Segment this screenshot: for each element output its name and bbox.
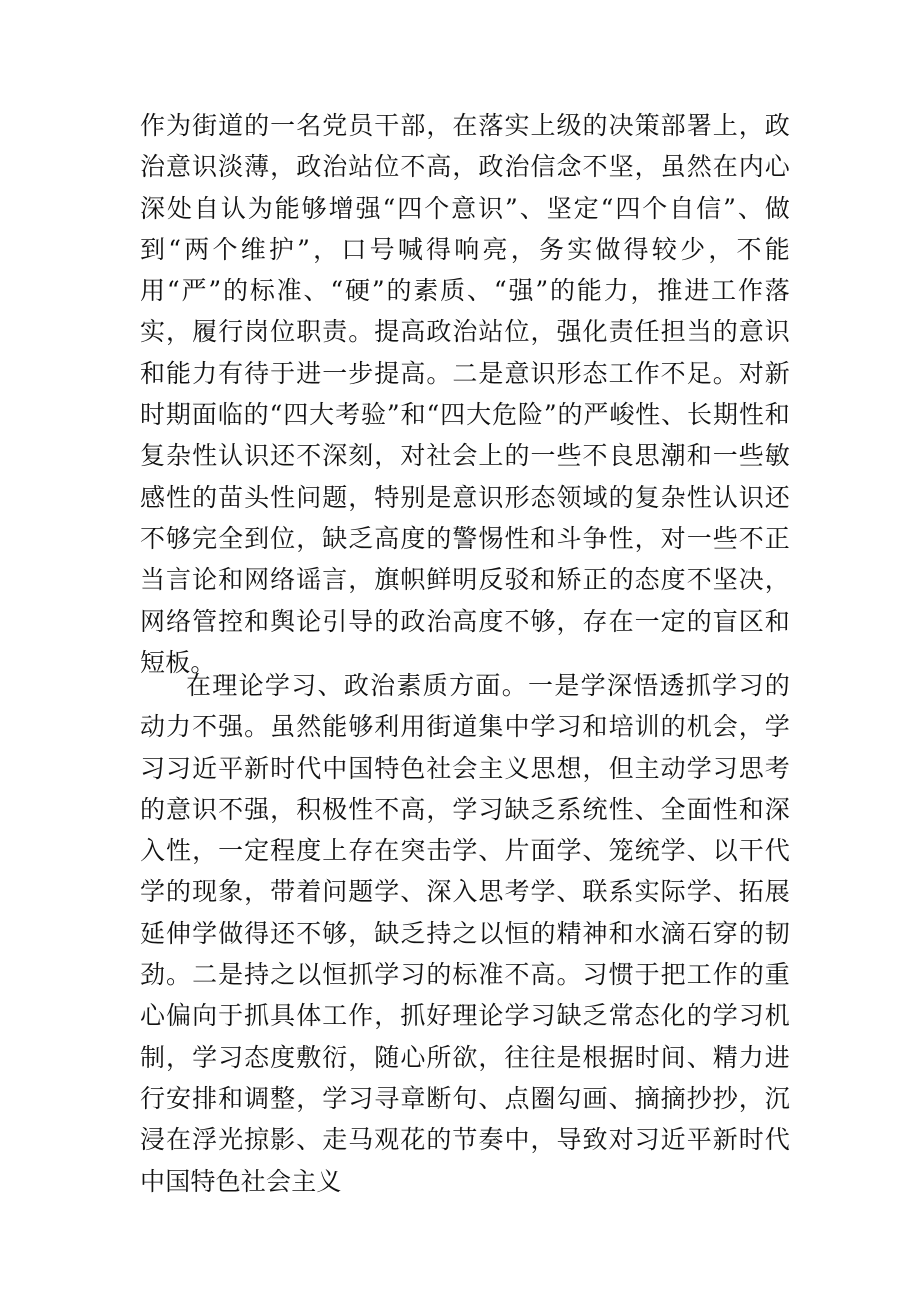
paragraph-theory-study: 在理论学习、政治素质方面。一是学深悟透抓学习的动力不强。虽然能够利用街道集中学习和培训的机会，学习习近平新时代中国特色社会主义思想，但主动学习思考的意识不强，积极性不高，学习缺乏系统性、全面性和深入性，一定程度上存在突击学、片面学、笼统学、以干代学的现象，带着问题学、深入思考学、联系实际学、拓展延伸学做得还不够，缺乏持之以恒的精神和水滴石穿的韧劲。二是持之以恒抓学习的标准不高。习惯于把工作的重心偏向于抓具体工作，抓好理论学习缺乏常态化的学习机制，学习态度敷衍，随心所欲，往往是根据时间、精力进行安排和调整，学习寻章断句、点圈勾画、摘摘抄抄，沉浸在浮光掠影、走马观花的节奏中，导致对习近平新时代中国特色社会主义: [140, 671, 790, 1196]
paragraph-political-awareness: 作为街道的一名党员干部，在落实上级的决策部署上，政治意识淡薄，政治站位不高，政治信念不坚，虽然在内心深处自认为能够增强“四个意识”、坚定“四个自信”、做到“两个维护”，口号喊得响亮，务实做得较少，不能用“严”的标准、“硬”的素质、“强”的能力，推进工作落实，履行岗位职责。提高政治站位，强化责任担当的意识和能力有待于进一步提高。二是意识形态工作不足。对新时期面临的“四大考验”和“四大危险”的严峻性、长期性和复杂性认识还不深刻，对社会上的一些不良思潮和一些敏感性的苗头性问题，特别是意识形态领域的复杂性认识还不够完全到位，缺乏高度的警惕性和斗争性，对一些不正当言论和网络谣言，旗帜鲜明反驳和矫正的态度不坚决，网络管控和舆论引导的政治高度不够，存在一定的盲区和短板。: [140, 111, 790, 677]
